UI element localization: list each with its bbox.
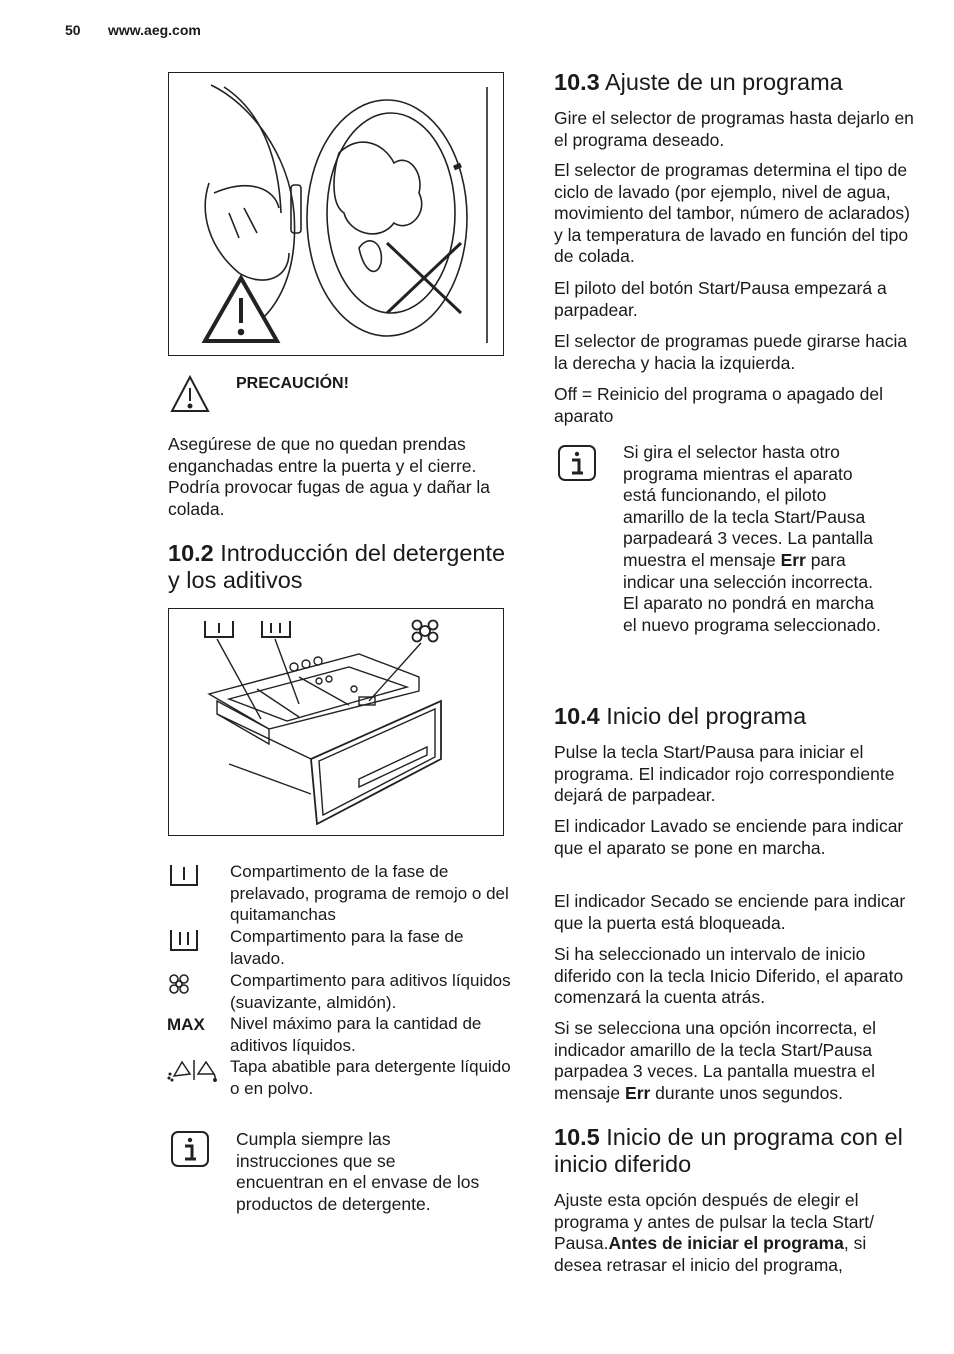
door-illustration (168, 72, 504, 356)
p-10-4-5: Si se selecciona una opción incorrecta, el indicador amarillo de la tecla Start/Pausa parpadea 3 veces. La pantalla muestra el mensaje Err durante unos segundos. (554, 1018, 876, 1103)
p-10-3-2: El selector de programas determina el tipo de ciclo de lavado (por ejemplo, nivel de agua, movimiento del tambor, número de aclarados) y la temperatura de lavado en función del tipo de colada. (554, 160, 911, 267)
p-10-3-5: Off = Reinicio del programa o apagado del aparato (554, 384, 883, 426)
info-note-selector: Si gira el selector hasta otro programa mientras el aparato está funcionando, el piloto amarillo de la tecla Start/Pausa parpadeará 3 veces. La pantalla muestra el mensaje Err para indicar una selección incorrecta. El aparato no pondrá en marcha el nuevo programa seleccionado. (623, 442, 881, 635)
detergent-drawer-illustration (168, 608, 504, 836)
info-note-detergent: Cumpla siempre las instrucciones que se encuentran en el envase de los productos de detergente. (236, 1129, 480, 1214)
flap-detergent-icon (166, 1057, 220, 1083)
p-10-3-4: El selector de programas puede girarse hacia la derecha y hacia la izquierda. (554, 331, 908, 373)
legend-text-flap: Tapa abatible para detergente líquido o en polvo. (230, 1057, 511, 1098)
caution-text: Asegúrese de que no quedan prendas enganchadas entre la puerta y el cierre. Podría provocar fugas de agua y dañar la colada. (168, 434, 491, 519)
legend-text-prewash: Compartimento de la fase de prelavado, programa de remojo o del quitamanchas (230, 862, 509, 925)
site-url: www.aeg.com (108, 22, 201, 38)
p-10-4-1: Pulse la tecla Start/Pausa para iniciar el programa. El indicador rojo correspondiente dejará de parpadear. (554, 742, 895, 806)
max-level-icon: MAX (167, 1015, 205, 1034)
p-10-3-3: El piloto del botón Start/Pausa empezará a parpadear. (554, 278, 887, 320)
flower-additives-icon (168, 972, 190, 996)
p-10-4-3: El indicador Secado se enciende para indicar que la puerta está bloqueada. (554, 891, 906, 933)
p-10-5-1: Ajuste esta opción después de elegir el programa y antes de pulsar la tecla Start/ Pausa.Antes de iniciar el programa, si desea retrasar el inicio del programa, (554, 1190, 875, 1275)
warning-icon (170, 374, 210, 414)
legend-text-max: Nivel máximo para la cantidad de aditivos líquidos. (230, 1014, 482, 1055)
p-10-4-2: El indicador Lavado se enciende para indicar que el aparato se pone en marcha. (554, 816, 904, 858)
section-10-3-heading: 10.3 Ajuste de un programa (554, 69, 843, 95)
section-10-4-heading: 10.4 Inicio del programa (554, 703, 807, 729)
legend-text-wash: Compartimento para la fase de lavado. (230, 927, 464, 968)
page-number: 50 (65, 22, 81, 38)
section-10-5-heading: 10.5 Inicio de un programa con el inicio diferido (554, 1124, 903, 1177)
legend-text-additives: Compartimento para aditivos líquidos (suavizante, almidón). (230, 971, 511, 1012)
caution-title: PRECAUCIÓN! (236, 375, 349, 392)
p-10-3-1: Gire el selector de programas hasta dejarlo en el programa deseado. (554, 108, 914, 150)
section-10-2-heading: 10.2 Introducción del detergente y los aditivos (168, 540, 506, 593)
info-icon (557, 444, 597, 482)
wash-compartment-icon (168, 927, 200, 953)
p-10-4-4: Si ha seleccionado un intervalo de inicio diferido con la tecla Inicio Diferido, el aparato comenzará la cuenta atrás. (554, 944, 904, 1008)
prewash-compartment-icon (168, 862, 200, 888)
info-icon (170, 1130, 210, 1168)
